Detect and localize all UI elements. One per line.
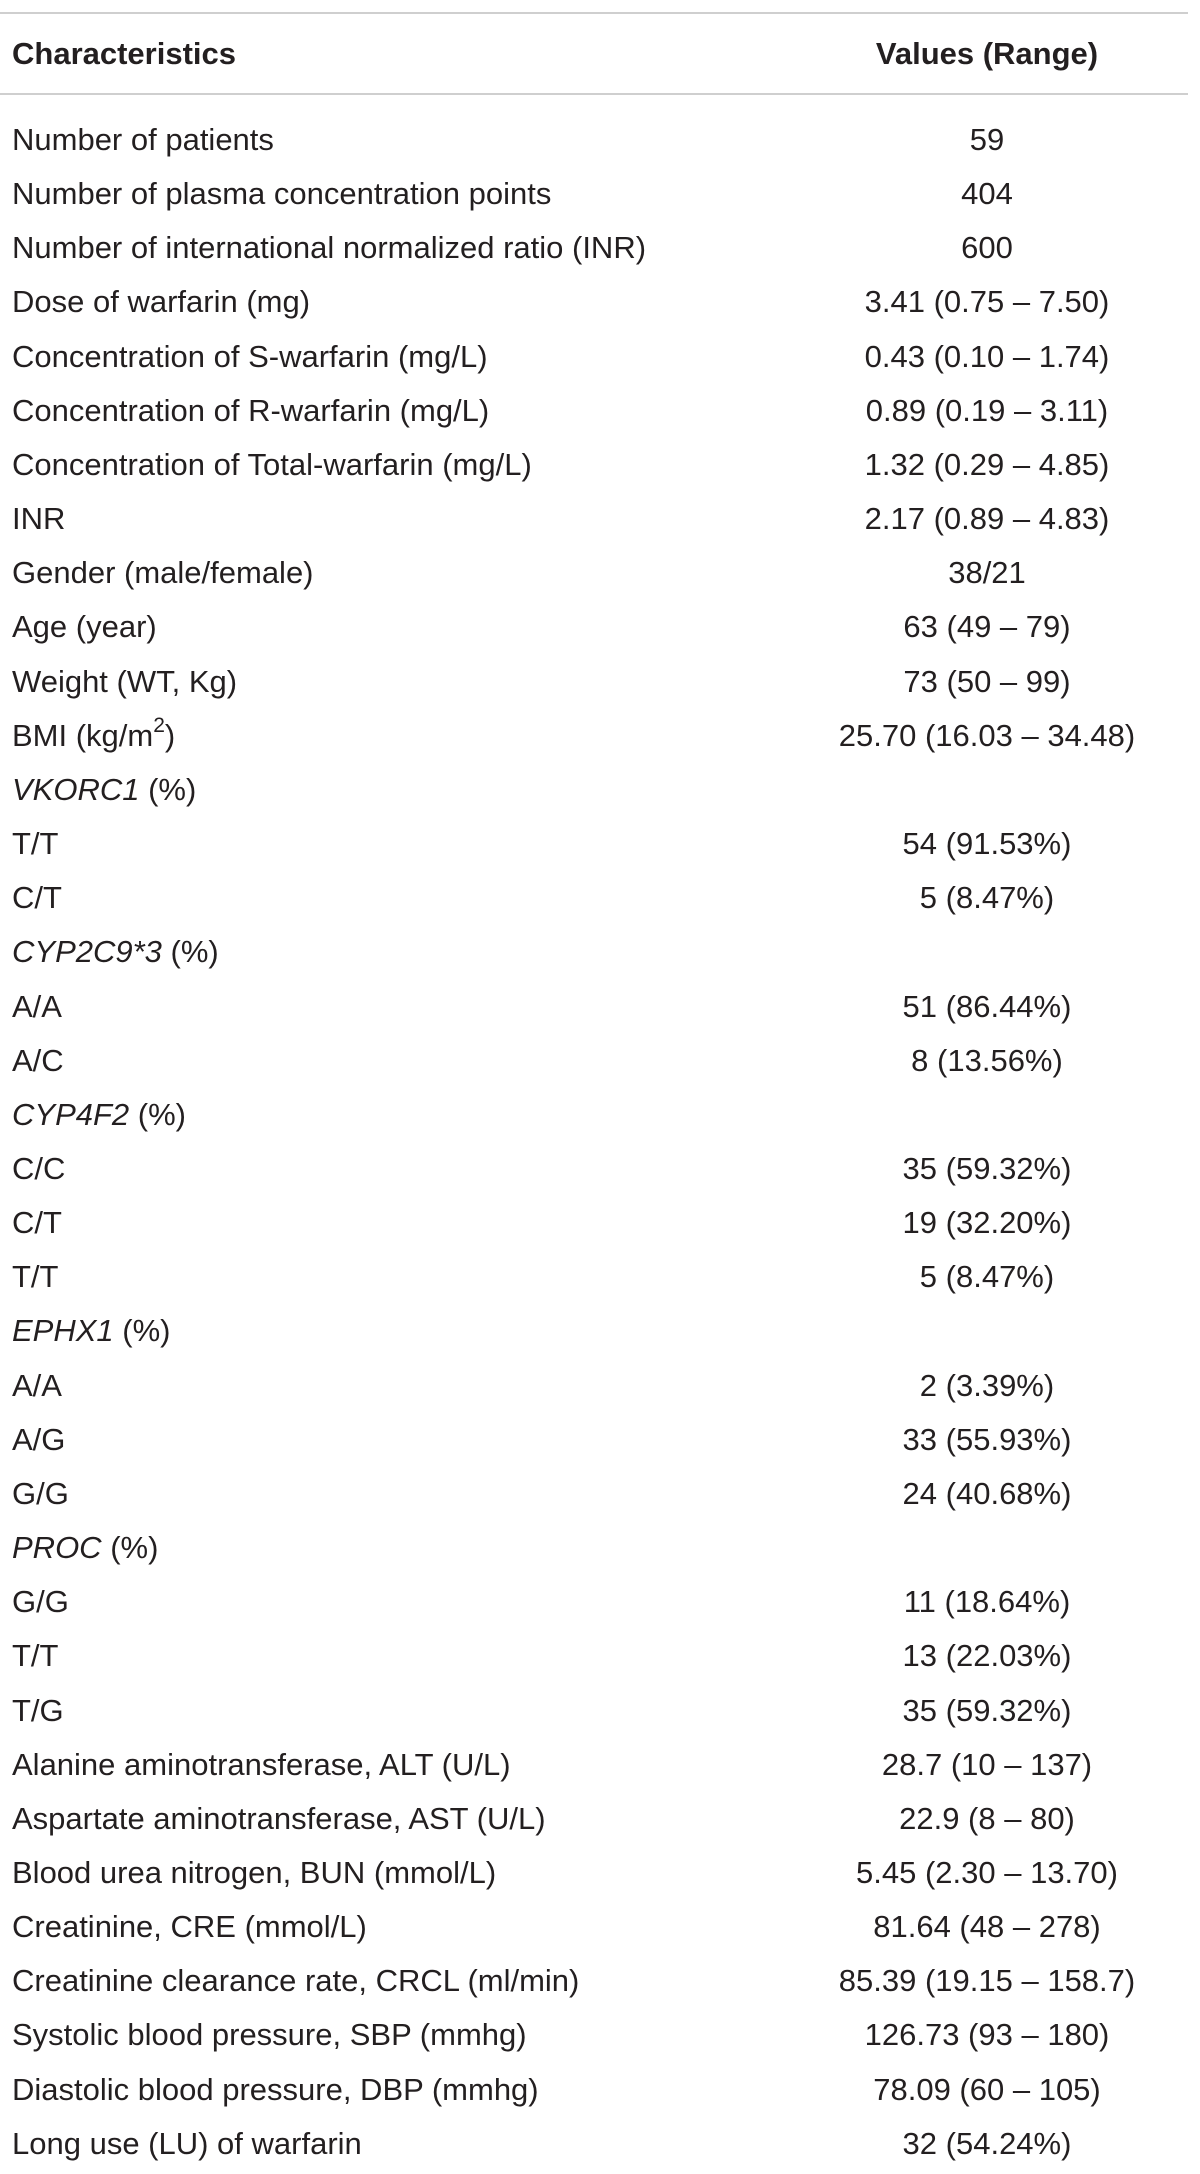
table-row <box>0 1037 1188 1091</box>
row-value: 78.09 (60 – 105) <box>873 2071 1101 2107</box>
table-row <box>0 983 1188 1037</box>
row-label <box>12 1097 186 1133</box>
row-label-text: A/A <box>12 988 62 1024</box>
row-value: 54 (91.53%) <box>902 826 1072 862</box>
row-label-text: Blood urea nitrogen, BUN (mmol/L) <box>12 1855 497 1890</box>
row-value: 35 (59.32%) <box>902 1692 1072 1728</box>
table-row <box>0 1253 1188 1307</box>
row-label-text: C/T <box>12 880 62 916</box>
row-value: 2 (3.39%) <box>919 1367 1055 1403</box>
row-value: 22.9 (8 – 80) <box>899 1800 1075 1836</box>
table-row <box>0 2066 1188 2120</box>
row-label-text: Diastolic blood pressure, DBP (mmhg) <box>12 2071 539 2107</box>
column-header-characteristics: Characteristics <box>12 36 237 71</box>
row-label-text: EPHX1 <box>12 1313 114 1349</box>
row-label <box>12 1476 69 1512</box>
row-label-text: CYP4F2 <box>12 1096 130 1132</box>
table-row <box>0 1091 1188 1145</box>
table-row <box>0 658 1188 712</box>
row-label-text: Number of plasma concentration points <box>12 176 552 212</box>
table-row <box>0 549 1188 603</box>
row-label-suffix: (%) <box>129 1096 186 1132</box>
table-row <box>0 1795 1188 1849</box>
row-value: 2.17 (0.89 – 4.83) <box>864 501 1110 537</box>
row-label <box>12 1909 367 1945</box>
row-value: 32 (54.24%) <box>902 2125 1072 2161</box>
row-value: 28.7 (10 – 137) <box>881 1746 1093 1782</box>
table-row <box>0 766 1188 820</box>
row-label <box>12 1584 69 1620</box>
row-label <box>12 1747 511 1783</box>
row-label-superscript: 2 <box>153 714 165 738</box>
row-value: 3.41 (0.75 – 7.50) <box>864 284 1110 320</box>
table-header-rule <box>0 93 1188 95</box>
row-label-text: CYP2C9*3 <box>12 934 162 970</box>
row-label-text: PROC <box>12 1530 102 1566</box>
row-label-text: Number of patients <box>12 122 274 157</box>
table-row <box>0 495 1188 549</box>
row-label <box>12 2072 539 2108</box>
row-label <box>12 664 237 700</box>
row-label <box>12 1855 496 1891</box>
row-value: 5 (8.47%) <box>919 1259 1055 1295</box>
row-label <box>12 1368 62 1404</box>
row-label-text: A/A <box>12 1367 62 1403</box>
table-row <box>0 1632 1188 1686</box>
row-value: 24 (40.68%) <box>902 1475 1072 1511</box>
column-header-values: Values (Range) <box>875 36 1099 71</box>
row-value: 38/21 <box>948 555 1026 591</box>
row-value: 0.89 (0.19 – 3.11) <box>865 392 1109 428</box>
row-label <box>12 230 646 266</box>
row-value: 5 (8.47%) <box>919 880 1055 916</box>
row-label-text: BMI (kg/m <box>12 717 154 753</box>
table-row <box>0 224 1188 278</box>
row-label-text: Gender (male/female) <box>12 555 314 591</box>
row-label-text: G/G <box>12 1475 69 1511</box>
row-label-closing: ) <box>164 717 176 753</box>
row-value: 600 <box>961 230 1013 266</box>
row-value: 85.39 (19.15 – 158.7) <box>838 1963 1136 1999</box>
table-row <box>0 820 1188 874</box>
table-row <box>0 1199 1188 1253</box>
row-label <box>12 1801 546 1837</box>
table-row <box>0 712 1188 766</box>
row-label <box>12 989 62 1025</box>
row-label-text: A/C <box>12 1042 64 1078</box>
row-label <box>12 1313 171 1349</box>
table-row <box>0 441 1188 495</box>
row-label-suffix: (%) <box>113 1313 171 1349</box>
table-row <box>0 1741 1188 1795</box>
row-label-text: Creatinine, CRE (mmol/L) <box>12 1909 367 1945</box>
row-value: 59 <box>969 122 1005 157</box>
table-row <box>0 1849 1188 1903</box>
table-body <box>0 116 1188 2174</box>
row-label-text: T/T <box>12 1638 59 1674</box>
row-label <box>12 1422 65 1458</box>
row-label <box>12 176 551 212</box>
table-header-row <box>0 14 1188 93</box>
row-label-text: Number of international normalized ratio (INR) <box>12 230 647 266</box>
row-label-text: Dose of warfarin (mg) <box>12 284 311 320</box>
row-label <box>12 880 62 916</box>
row-label <box>12 1043 64 1079</box>
row-label <box>12 393 489 429</box>
table-row <box>0 116 1188 170</box>
row-value: 73 (50 – 99) <box>903 663 1071 699</box>
row-label <box>12 714 176 754</box>
table-row <box>0 333 1188 387</box>
row-label <box>12 1530 158 1566</box>
row-label <box>12 284 310 320</box>
table-row <box>0 1307 1188 1361</box>
row-label <box>12 826 59 862</box>
row-label <box>12 934 219 970</box>
row-label <box>12 555 314 591</box>
row-label-text: C/C <box>12 1150 66 1186</box>
row-value: 126.73 (93 – 180) <box>864 2017 1110 2053</box>
row-label-text: Alanine aminotransferase, ALT (U/L) <box>12 1746 511 1782</box>
table-row <box>0 928 1188 982</box>
table-row <box>0 1470 1188 1524</box>
row-label-text: Systolic blood pressure, SBP (mmhg) <box>12 2017 527 2053</box>
row-label-text: VKORC1 <box>12 771 140 807</box>
table-row <box>0 1145 1188 1199</box>
row-value: 25.70 (16.03 – 34.48) <box>838 717 1136 753</box>
row-label <box>12 501 65 537</box>
row-label <box>12 1205 62 1241</box>
row-label <box>12 772 196 808</box>
row-label-text: INR <box>12 501 66 537</box>
row-label <box>12 1151 65 1187</box>
row-label <box>12 122 274 158</box>
table-row <box>0 1957 1188 2011</box>
row-label-text: C/T <box>12 1205 62 1241</box>
row-label <box>12 1963 579 1999</box>
row-label <box>12 1693 64 1729</box>
row-label-text: A/G <box>12 1421 66 1457</box>
row-value: 5.45 (2.30 – 13.70) <box>856 1855 1118 1890</box>
table-row <box>0 2011 1188 2065</box>
row-value: 35 (59.32%) <box>902 1150 1072 1186</box>
table-row <box>0 874 1188 928</box>
table-row <box>0 387 1188 441</box>
row-label-suffix: (%) <box>161 934 219 970</box>
row-value: 404 <box>961 176 1013 212</box>
row-label <box>12 339 488 375</box>
table-row <box>0 2120 1188 2174</box>
row-label-text: T/T <box>12 826 59 862</box>
row-value: 33 (55.93%) <box>902 1421 1072 1457</box>
table-row <box>0 278 1188 332</box>
row-value: 13 (22.03%) <box>902 1638 1072 1674</box>
row-label-text: Aspartate aminotransferase, AST (U/L) <box>12 1800 546 1836</box>
table-row <box>0 170 1188 224</box>
row-value: 11 (18.64%) <box>903 1584 1071 1620</box>
row-value: 51 (86.44%) <box>902 988 1072 1024</box>
row-label-text: T/G <box>12 1692 64 1728</box>
table-row <box>0 1524 1188 1578</box>
row-label-text: Long use (LU) of warfarin <box>12 2125 362 2161</box>
row-value: 0.43 (0.10 – 1.74) <box>864 338 1110 374</box>
row-label <box>12 447 532 483</box>
row-label-suffix: (%) <box>101 1530 159 1566</box>
table-row <box>0 1578 1188 1632</box>
row-value: 8 (13.56%) <box>911 1042 1063 1078</box>
row-label-text: Weight (WT, Kg) <box>12 663 238 699</box>
row-label <box>12 1259 59 1295</box>
row-label <box>12 609 157 645</box>
table-row <box>0 1362 1188 1416</box>
table-row <box>0 603 1188 657</box>
row-label-text: Creatinine clearance rate, CRCL (ml/min) <box>12 1963 580 1999</box>
row-label-text: G/G <box>12 1584 69 1620</box>
row-value: 19 (32.20%) <box>902 1205 1072 1241</box>
row-label-text: Age (year) <box>12 609 157 645</box>
row-value: 63 (49 – 79) <box>903 609 1071 645</box>
row-label <box>12 2126 362 2162</box>
row-label-text: Concentration of R-warfarin (mg/L) <box>12 392 490 428</box>
row-value: 1.32 (0.29 – 4.85) <box>864 446 1110 482</box>
row-value: 81.64 (48 – 278) <box>873 1909 1101 1945</box>
row-label-text: Concentration of S-warfarin (mg/L) <box>12 338 488 374</box>
table-row <box>0 1903 1188 1957</box>
row-label <box>12 1638 59 1674</box>
row-label <box>12 2017 527 2053</box>
table-row <box>0 1687 1188 1741</box>
row-label-suffix: (%) <box>139 771 197 807</box>
row-label-text: T/T <box>12 1259 59 1295</box>
row-label-text: Concentration of Total-warfarin (mg/L) <box>12 446 532 482</box>
table-row <box>0 1416 1188 1470</box>
